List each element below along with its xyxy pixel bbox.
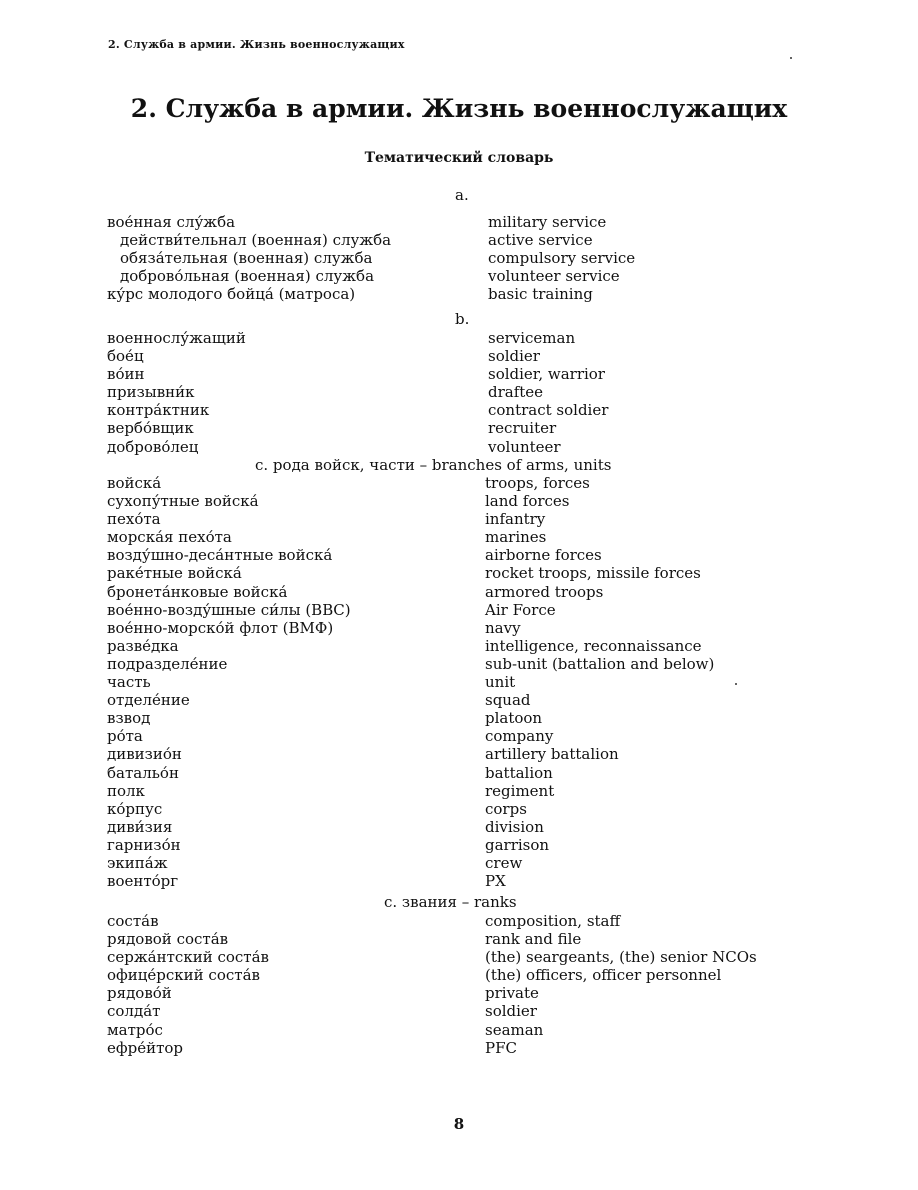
glossary-entry <box>0 510 918 528</box>
english-translation: volunteer <box>488 437 561 456</box>
russian-term: батальо́н <box>107 763 179 782</box>
russian-term: сухопу́тные войска́ <box>107 492 259 511</box>
glossary-entry <box>0 800 918 818</box>
glossary-entry <box>0 930 918 948</box>
glossary-entry <box>0 872 918 890</box>
russian-term: солда́т <box>107 1002 161 1021</box>
english-translation: basic training <box>488 285 593 304</box>
russian-term: ку́рс молодого бойца́ (матроса) <box>107 285 356 304</box>
english-translation: intelligence, reconnaissance <box>485 636 702 655</box>
russian-term: ефре́йтор <box>107 1038 184 1057</box>
english-translation: rank and file <box>485 930 582 949</box>
english-translation: navy <box>485 618 521 637</box>
english-translation: battalion <box>485 763 553 782</box>
russian-term: раке́тные войска́ <box>107 564 242 583</box>
glossary-entry <box>0 637 918 655</box>
english-translation: corps <box>485 799 527 818</box>
english-translation: marines <box>485 528 547 547</box>
english-translation: soldier <box>488 347 540 366</box>
glossary-subtitle: Тематический словарь <box>364 150 554 166</box>
glossary-entry <box>0 764 918 782</box>
glossary-entry <box>0 1039 918 1057</box>
section-heading: a. <box>455 186 469 204</box>
glossary-entry <box>0 365 918 383</box>
english-translation: squad <box>485 691 531 710</box>
glossary-entry <box>0 583 918 601</box>
english-translation: company <box>485 727 554 746</box>
glossary-entry <box>0 836 918 854</box>
russian-term: сержа́нтский соста́в <box>107 948 269 967</box>
russian-term: матро́с <box>107 1020 163 1039</box>
russian-term: действи́тельнал (военная) служба <box>120 231 392 250</box>
glossary-entry <box>0 1002 918 1020</box>
english-translation: (the) seargeants, (the) senior NCOs <box>485 948 757 967</box>
glossary-entry <box>0 401 918 419</box>
english-translation: platoon <box>485 709 543 728</box>
english-translation: troops, forces <box>485 474 590 492</box>
russian-term: доброво́льная (военная) служба <box>120 267 375 286</box>
english-translation: soldier, warrior <box>488 365 605 384</box>
glossary-entry <box>0 912 918 930</box>
english-translation: contract soldier <box>488 401 609 420</box>
english-translation: Air Force <box>485 600 556 619</box>
page-number: 8 <box>453 1115 465 1133</box>
english-translation: military service <box>488 213 607 231</box>
russian-term: войска́ <box>107 474 162 492</box>
glossary-entry <box>0 285 918 303</box>
glossary-entry <box>0 383 918 401</box>
glossary-entry <box>0 231 918 249</box>
russian-term: полк <box>107 781 145 800</box>
glossary-entry <box>0 474 918 492</box>
english-translation: private <box>485 984 539 1003</box>
english-translation: PX <box>485 872 506 891</box>
glossary-entry <box>0 984 918 1002</box>
russian-term: рядово́й <box>107 984 172 1003</box>
scan-speck <box>790 57 792 59</box>
english-translation: composition, staff <box>485 912 621 930</box>
glossary-entry <box>0 691 918 709</box>
english-translation: crew <box>485 853 523 872</box>
glossary-entry <box>0 782 918 800</box>
glossary-entry <box>0 528 918 546</box>
english-translation: draftee <box>488 383 544 402</box>
page-title: 2. Служба в армии. Жизнь военнослужащих <box>130 94 788 123</box>
russian-term: ро́та <box>107 727 143 746</box>
english-translation: land forces <box>485 492 570 511</box>
english-translation: PFC <box>485 1038 517 1057</box>
glossary-entry <box>0 267 918 285</box>
russian-term: контра́ктник <box>107 401 210 420</box>
glossary-entry <box>0 948 918 966</box>
russian-term: дивизио́н <box>107 745 182 764</box>
russian-term: обяза́тельная (военная) служба <box>120 249 373 268</box>
russian-term: соста́в <box>107 912 159 930</box>
english-translation: soldier <box>485 1002 537 1021</box>
russian-term: диви́зия <box>107 817 173 836</box>
english-translation: infantry <box>485 510 546 529</box>
glossary-entry <box>0 619 918 637</box>
glossary-entry <box>0 818 918 836</box>
glossary-entry <box>0 709 918 727</box>
section-heading: c. звания – ranks <box>384 893 517 911</box>
english-translation: garrison <box>485 835 550 854</box>
glossary-entry <box>0 329 918 347</box>
section-heading: b. <box>455 310 470 328</box>
russian-term: взвод <box>107 709 151 728</box>
glossary-entry <box>0 213 918 231</box>
english-translation: rocket troops, missile forces <box>485 564 701 583</box>
russian-term: экипа́ж <box>107 853 168 872</box>
russian-term: вербо́вщик <box>107 419 194 438</box>
russian-term: возду́шно-деса́нтные войска́ <box>107 546 333 565</box>
glossary-entry <box>0 745 918 763</box>
english-translation: armored troops <box>485 582 604 601</box>
glossary-entry <box>0 419 918 437</box>
english-translation: artillery battalion <box>485 745 619 764</box>
english-translation: serviceman <box>488 329 576 347</box>
glossary-entry <box>0 673 918 691</box>
russian-term: офице́рский соста́в <box>107 966 260 985</box>
russian-term: разве́дка <box>107 636 179 655</box>
english-translation: volunteer service <box>488 267 620 286</box>
russian-term: призывни́к <box>107 383 195 402</box>
russian-term: доброво́лец <box>107 437 199 456</box>
section-heading: c. рода войск, части – branches of arms, units <box>255 456 612 474</box>
russian-term: морска́я пехо́та <box>107 528 232 547</box>
english-translation: recruiter <box>488 419 557 438</box>
russian-term: отделе́ние <box>107 691 190 710</box>
english-translation: seaman <box>485 1020 544 1039</box>
russian-term: ко́рпус <box>107 799 163 818</box>
russian-term: рядовой соста́в <box>107 930 229 949</box>
english-translation: regiment <box>485 781 555 800</box>
english-translation: division <box>485 817 544 836</box>
english-translation: compulsory service <box>488 249 636 268</box>
running-head: 2. Служба в армии. Жизнь военнослужащих <box>108 38 405 51</box>
glossary-entry <box>0 347 918 365</box>
glossary-entry <box>0 249 918 267</box>
glossary-entry <box>0 727 918 745</box>
russian-term: бронета́нковые войска́ <box>107 582 288 601</box>
english-translation: unit <box>485 673 516 692</box>
glossary-entry <box>0 492 918 510</box>
russian-term: военнослу́жащий <box>107 329 246 347</box>
russian-term: военто́рг <box>107 872 179 891</box>
glossary-entry <box>0 655 918 673</box>
russian-term: пехо́та <box>107 510 161 529</box>
glossary-entry <box>0 564 918 582</box>
russian-term: во́ин <box>107 365 145 384</box>
glossary-entry <box>0 438 918 456</box>
english-translation: sub-unit (battalion and below) <box>485 654 715 673</box>
russian-term: часть <box>107 673 151 692</box>
glossary-entry <box>0 546 918 564</box>
russian-term: гарнизо́н <box>107 835 181 854</box>
russian-term: подразделе́ние <box>107 654 228 673</box>
russian-term: вое́нно-возду́шные си́лы (ВВС) <box>107 600 351 619</box>
russian-term: бое́ц <box>107 347 144 366</box>
glossary-entry <box>0 966 918 984</box>
glossary-entry <box>0 1021 918 1039</box>
english-translation: active service <box>488 231 593 250</box>
russian-term: вое́нная слу́жба <box>107 213 236 231</box>
russian-term: вое́нно-морско́й флот (ВМФ) <box>107 618 334 637</box>
english-translation: airborne forces <box>485 546 602 565</box>
scan-speck <box>735 683 737 685</box>
glossary-entry <box>0 601 918 619</box>
glossary-entry <box>0 854 918 872</box>
english-translation: (the) officers, officer personnel <box>485 966 722 985</box>
